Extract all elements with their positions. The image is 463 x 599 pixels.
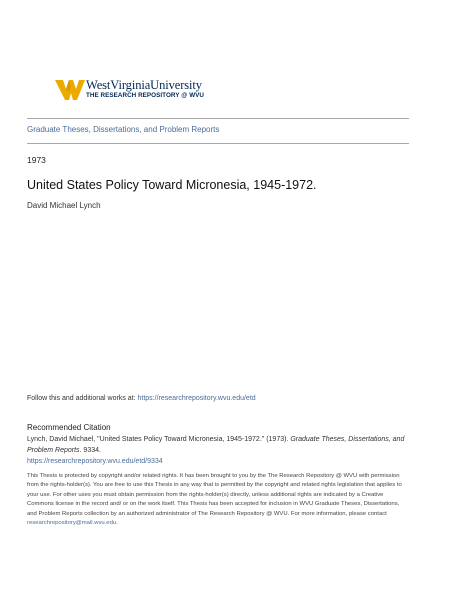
follow-line: [27, 395, 256, 402]
publication-year: 1973: [27, 155, 46, 165]
document-title: United States Policy Toward Micronesia, 1945-1972.: [27, 178, 317, 192]
logo-subtitle: THE RESEARCH REPOSITORY @ WVU: [86, 92, 205, 99]
copyright-notice: [27, 472, 409, 528]
notice-text: This Thesis is protected by copyright and/or related rights. It has been brought to you by the The Research Repository @ WVU with permission from the rights-holder(s). You are free to use this Thesis in any way that is permitted by the copyright and related rights legislation that applies to your use. For other uses you must obtain permission from the rights-holder(s) directly, unless additional rights are indicated by a Creative Commons license in the record and/ or on the work itself. This Thesis has been accepted for inclusion in WVU Graduate Theses, Dissertations, and Problem Reports collection by an authorized administrator of The Research Repository @ WVU. For more information, please contact: [27, 473, 402, 517]
citation-number: . 9334.: [79, 447, 101, 454]
author-name: David Michael Lynch: [27, 201, 101, 210]
divider-top: [27, 118, 409, 119]
logo-name: WestVirginiaUniversity: [86, 78, 202, 92]
divider-bottom: [27, 143, 409, 144]
contact-email-link[interactable]: researchrepository@mail.wvu.edu: [27, 520, 117, 527]
notice-end: .: [116, 520, 118, 527]
citation-text: [27, 434, 417, 467]
follow-link[interactable]: https://researchrepository.wvu.edu/etd: [137, 395, 256, 402]
citation-heading: Recommended Citation: [27, 423, 111, 432]
citation-body: Lynch, David Michael, "United States Policy Toward Micronesia, 1945-1972." (1973).: [27, 436, 291, 443]
flying-wv-icon: [55, 78, 85, 102]
series-link[interactable]: Graduate Theses, Dissertations, and Problem Reports: [27, 125, 220, 134]
citation-link[interactable]: https://researchrepository.wvu.edu/etd/9334: [27, 458, 163, 465]
wvu-logo[interactable]: [55, 78, 255, 102]
citation-series: Graduate Theses, Dissertations, and Problem Reports: [27, 436, 405, 454]
follow-text: Follow this and additional works at:: [27, 395, 138, 402]
